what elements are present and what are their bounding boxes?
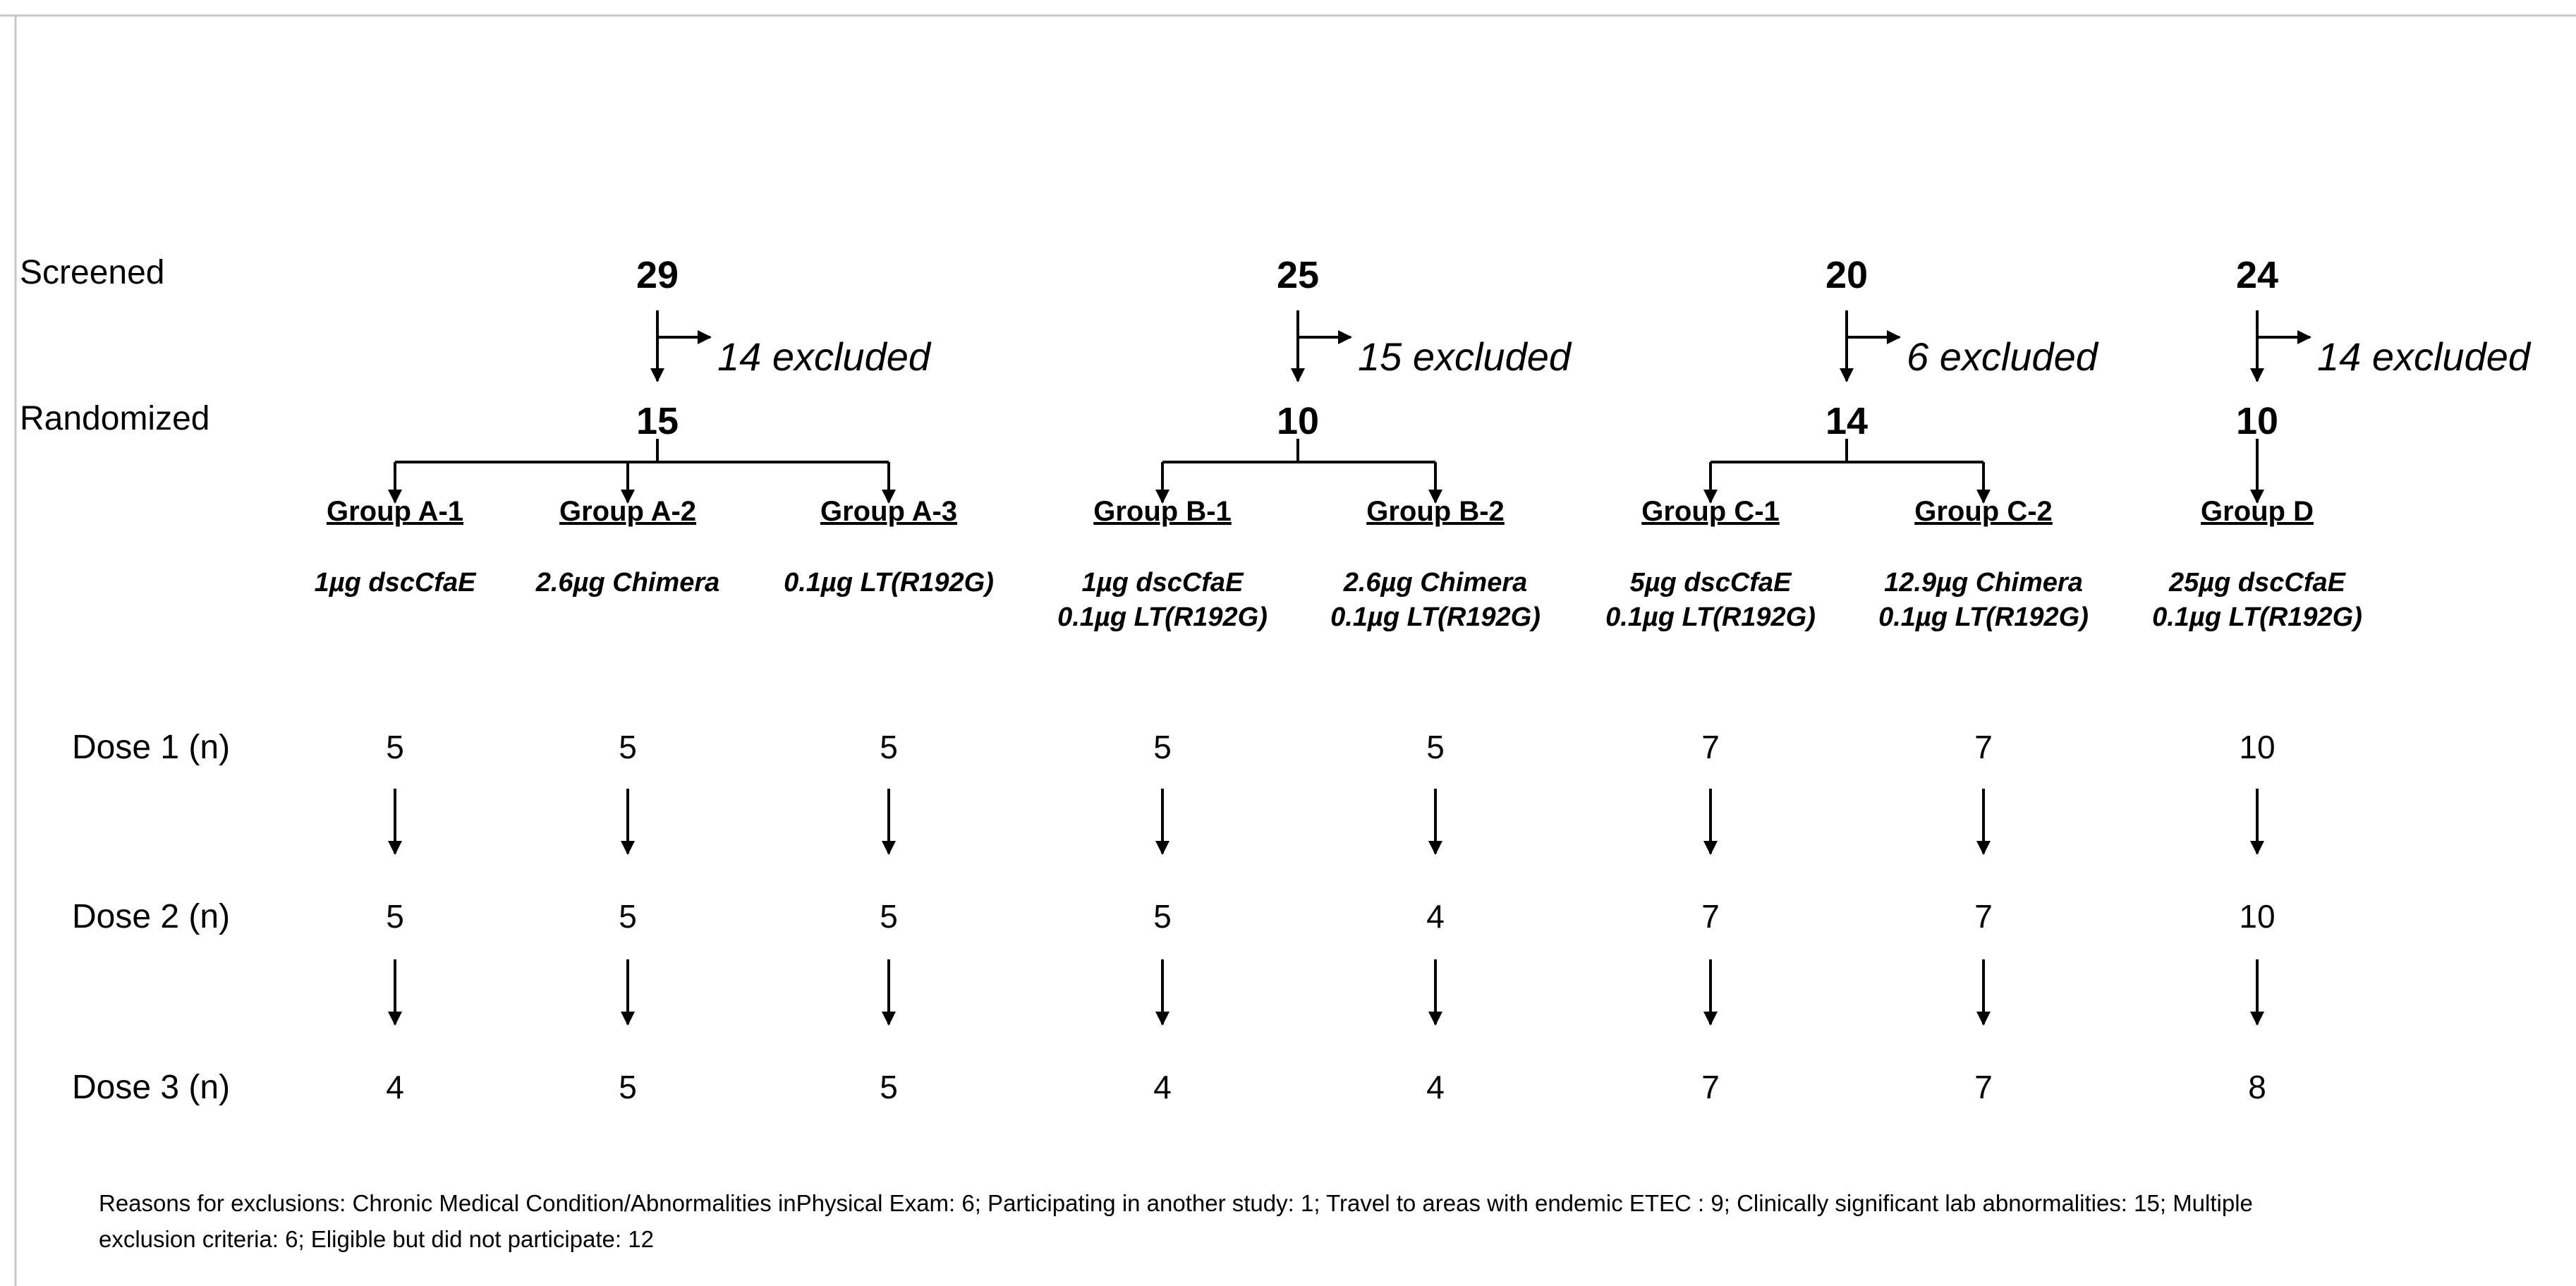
group-name: Group C-2: [1914, 496, 2053, 527]
treatment-line: 12.9µg Chimera: [1884, 568, 2083, 597]
screened-label: Screened: [20, 254, 165, 291]
dose2-value: 4: [1426, 898, 1445, 935]
dose1-value: 7: [1974, 729, 1993, 765]
group-name: Group C-1: [1641, 496, 1780, 527]
dose3-value: 5: [619, 1069, 637, 1105]
dose3-value: 4: [1153, 1069, 1172, 1105]
treatment-line: 0.1µg LT(R192G): [784, 568, 994, 597]
dose2-value: 5: [386, 898, 404, 935]
treatment-line: 0.1µg LT(R192G): [1057, 602, 1268, 633]
dose2-value: 5: [619, 898, 637, 935]
randomized-label: Randomized: [20, 400, 210, 437]
dose1-label: Dose 1 (n): [72, 729, 231, 766]
excluded-count: 14 excluded: [2317, 334, 2531, 379]
dose1-value: 5: [386, 729, 404, 765]
group-name: Group B-2: [1366, 496, 1505, 527]
dose3-value: 4: [1426, 1069, 1445, 1105]
treatment-line: 0.1µg LT(R192G): [1605, 602, 1816, 633]
screened-count: 24: [2235, 254, 2279, 296]
dose2-value: 5: [1153, 898, 1172, 935]
dose2-value: 7: [1974, 898, 1993, 935]
group-treatment: [784, 566, 994, 600]
screened-count: 29: [636, 254, 679, 296]
treatment-line: 2.6µg Chimera: [1343, 568, 1528, 597]
dose3-value: 7: [1701, 1069, 1720, 1105]
dose3-value: 4: [386, 1069, 404, 1105]
dose2-value: 5: [880, 898, 898, 935]
group-name: Group A-2: [559, 496, 697, 527]
group-treatment: [2152, 566, 2362, 636]
dose1-value: 5: [619, 729, 637, 765]
group-treatment: [536, 566, 720, 600]
excluded-count: 14 excluded: [717, 334, 931, 379]
dose2-value: 7: [1701, 898, 1720, 935]
randomized-count: 10: [2235, 400, 2279, 442]
treatment-line: 1µg dscCfaE: [314, 568, 476, 597]
treatment-line: 0.1µg LT(R192G): [2152, 602, 2362, 633]
screened-count: 25: [1276, 254, 1320, 296]
group-treatment: [1605, 566, 1816, 636]
dose2-value: 10: [2239, 898, 2276, 935]
dose3-value: 5: [880, 1069, 898, 1105]
dose3-label: Dose 3 (n): [72, 1069, 231, 1106]
excluded-count: 6 excluded: [1907, 334, 2098, 379]
group-name: Group B-1: [1093, 496, 1232, 527]
exclusion-footnote: Reasons for exclusions: Chronic Medical Condition/Abnormalities inPhysical Exam: 6; Participating in another study: 1; Travel to areas with endemic ETEC : 9; Clinically significant lab abnormalities: 15; Multiple exclusion criteria: 6; Eligible but did not participate: 12: [99, 1190, 2253, 1253]
randomized-count: 15: [636, 400, 679, 442]
group-treatment: [315, 566, 476, 600]
randomized-count: 10: [1276, 400, 1320, 442]
group-treatment: [1878, 566, 2089, 636]
group-treatment: [1330, 566, 1541, 636]
dose3-value: 7: [1974, 1069, 1993, 1105]
treatment-line: 5µg dscCfaE: [1629, 568, 1792, 597]
treatment-line: 0.1µg LT(R192G): [1878, 602, 2089, 633]
group-name: Group D: [2201, 496, 2314, 527]
dose1-value: 5: [1426, 729, 1445, 765]
dose3-value: 8: [2248, 1069, 2266, 1105]
treatment-line: 25µg dscCfaE: [2169, 568, 2345, 597]
screened-count: 20: [1825, 254, 1869, 296]
dose1-value: 7: [1701, 729, 1720, 765]
group-name: Group A-3: [820, 496, 958, 527]
dose1-value: 10: [2239, 729, 2276, 765]
dose2-label: Dose 2 (n): [72, 898, 231, 935]
treatment-line: 1µg dscCfaE: [1081, 568, 1244, 597]
treatment-line: 0.1µg LT(R192G): [1330, 602, 1541, 633]
group-name: Group A-1: [326, 496, 464, 527]
group-treatment: [1057, 566, 1268, 636]
randomized-count: 14: [1825, 400, 1869, 442]
dose1-value: 5: [1153, 729, 1172, 765]
treatment-line: 2.6µg Chimera: [535, 568, 720, 597]
dose1-value: 5: [880, 729, 898, 765]
excluded-count: 15 excluded: [1358, 334, 1572, 379]
